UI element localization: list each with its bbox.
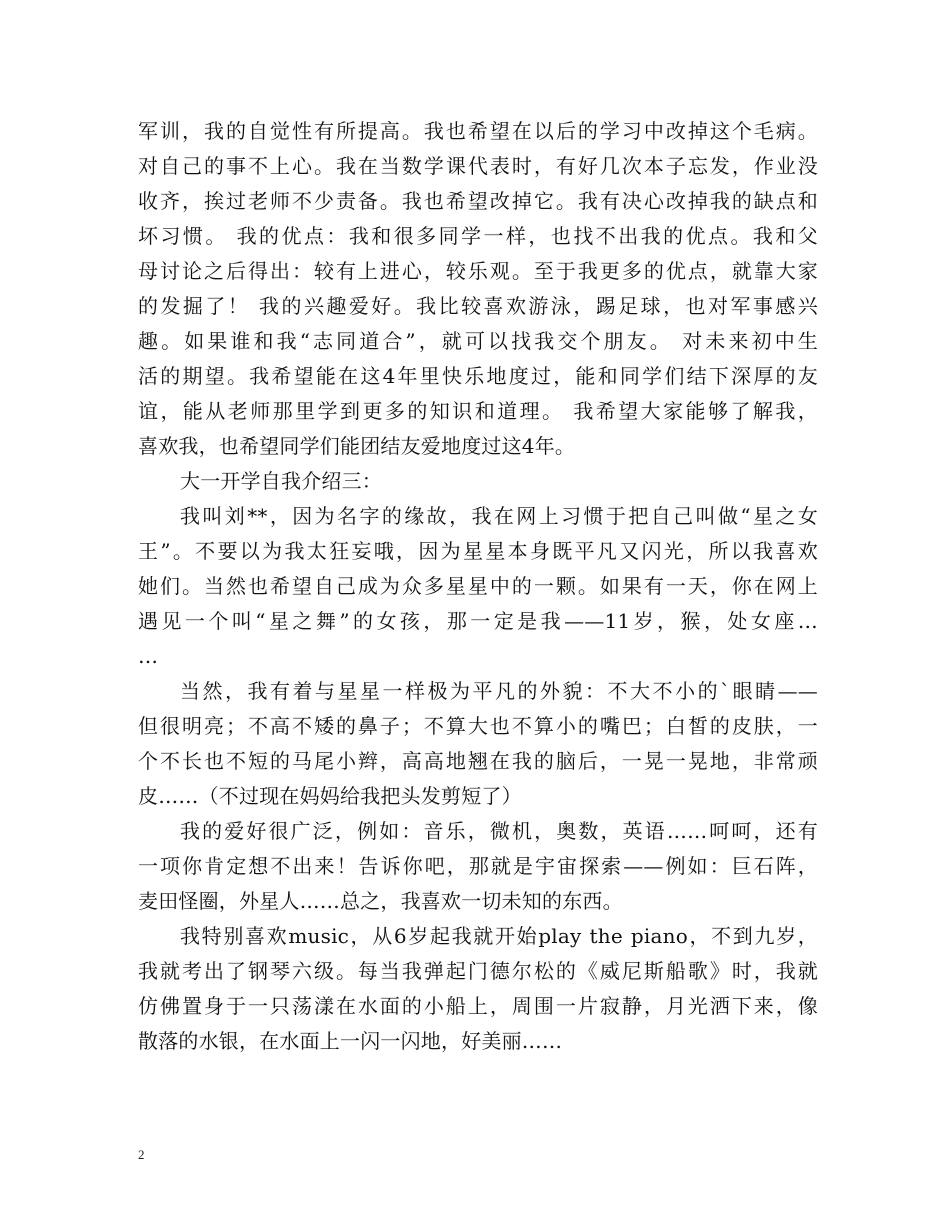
text-line: 大一开学自我介绍三：	[180, 469, 382, 493]
text-line: 但很明亮；不高不矮的鼻子；不算大也不算小的嘴巴；白皙的皮肤，一	[138, 714, 818, 738]
text-line: 军训，我的自觉性有所提高。我也希望在以后的学习中改掉这个毛病。	[138, 119, 818, 143]
text-line: 遇见一个叫“星之舞”的女孩，那一定是我——11岁，猴，处女座…	[138, 609, 818, 633]
text-line: 麦田怪圈，外星人……总之，我喜欢一切未知的东西。	[138, 889, 623, 913]
text-line: 我就考出了钢琴六级。每当我弹起门德尔松的《威尼斯船歌》时，我就	[138, 959, 818, 983]
text-line: 坏习惯。 我的优点：我和很多同学一样，也找不出我的优点。我和父	[138, 224, 818, 248]
text-line: 活的期望。我希望能在这4年里快乐地度过，能和同学们结下深厚的友	[138, 364, 818, 388]
text-line: 当然，我有着与星星一样极为平凡的外貌：不大不小的`眼睛——	[180, 679, 818, 703]
page-number: 2	[138, 1147, 145, 1162]
text-line: 仿佛置身于一只荡漾在水面的小船上，周围一片寂静，月光洒下来，像	[138, 994, 818, 1018]
text-line: 一项你肯定想不出来！告诉你吧，那就是宇宙探索——例如：巨石阵，	[138, 854, 818, 878]
text-line: 谊，能从老师那里学到更多的知识和道理。 我希望大家能够了解我，	[138, 399, 818, 423]
text-line: …	[138, 644, 159, 668]
text-line: 收齐，挨过老师不少责备。我也希望改掉它。我有决心改掉我的缺点和	[138, 189, 818, 213]
text-line: 王”。不要以为我太狂妄哦，因为星星本身既平凡又闪光，所以我喜欢	[138, 539, 818, 563]
text-line: 母讨论之后得出：较有上进心，较乐观。至于我更多的优点，就靠大家	[138, 259, 818, 283]
text-line: 对自己的事不上心。我在当数学课代表时，有好几次本子忘发，作业没	[138, 154, 818, 178]
text-line: 散落的水银，在水面上一闪一闪地，好美丽……	[138, 1029, 563, 1053]
text-line: 她们。当然也希望自己成为众多星星中的一颗。如果有一天，你在网上	[138, 574, 818, 598]
document-body	[138, 114, 818, 1059]
text-line: 的发掘了！ 我的兴趣爱好。我比较喜欢游泳，踢足球，也对军事感兴	[138, 294, 818, 318]
text-line: 我的爱好很广泛，例如：音乐，微机，奥数，英语……呵呵，还有	[180, 819, 818, 843]
text-line: 皮……（不过现在妈妈给我把头发剪短了）	[138, 784, 522, 808]
text-line: 个不长也不短的马尾小辫，高高地翘在我的脑后，一晃一晃地，非常顽	[138, 749, 818, 773]
text-line: 我叫刘**，因为名字的缘故，我在网上习惯于把自己叫做“星之女	[180, 504, 818, 528]
text-line: 我特别喜欢music，从6岁起我就开始play the piano，不到九岁，	[180, 924, 818, 948]
text-line: 趣。如果谁和我“志同道合”，就可以找我交个朋友。 对未来初中生	[138, 329, 818, 353]
text-line: 喜欢我，也希望同学们能团结友爱地度过这4年。	[138, 434, 576, 458]
